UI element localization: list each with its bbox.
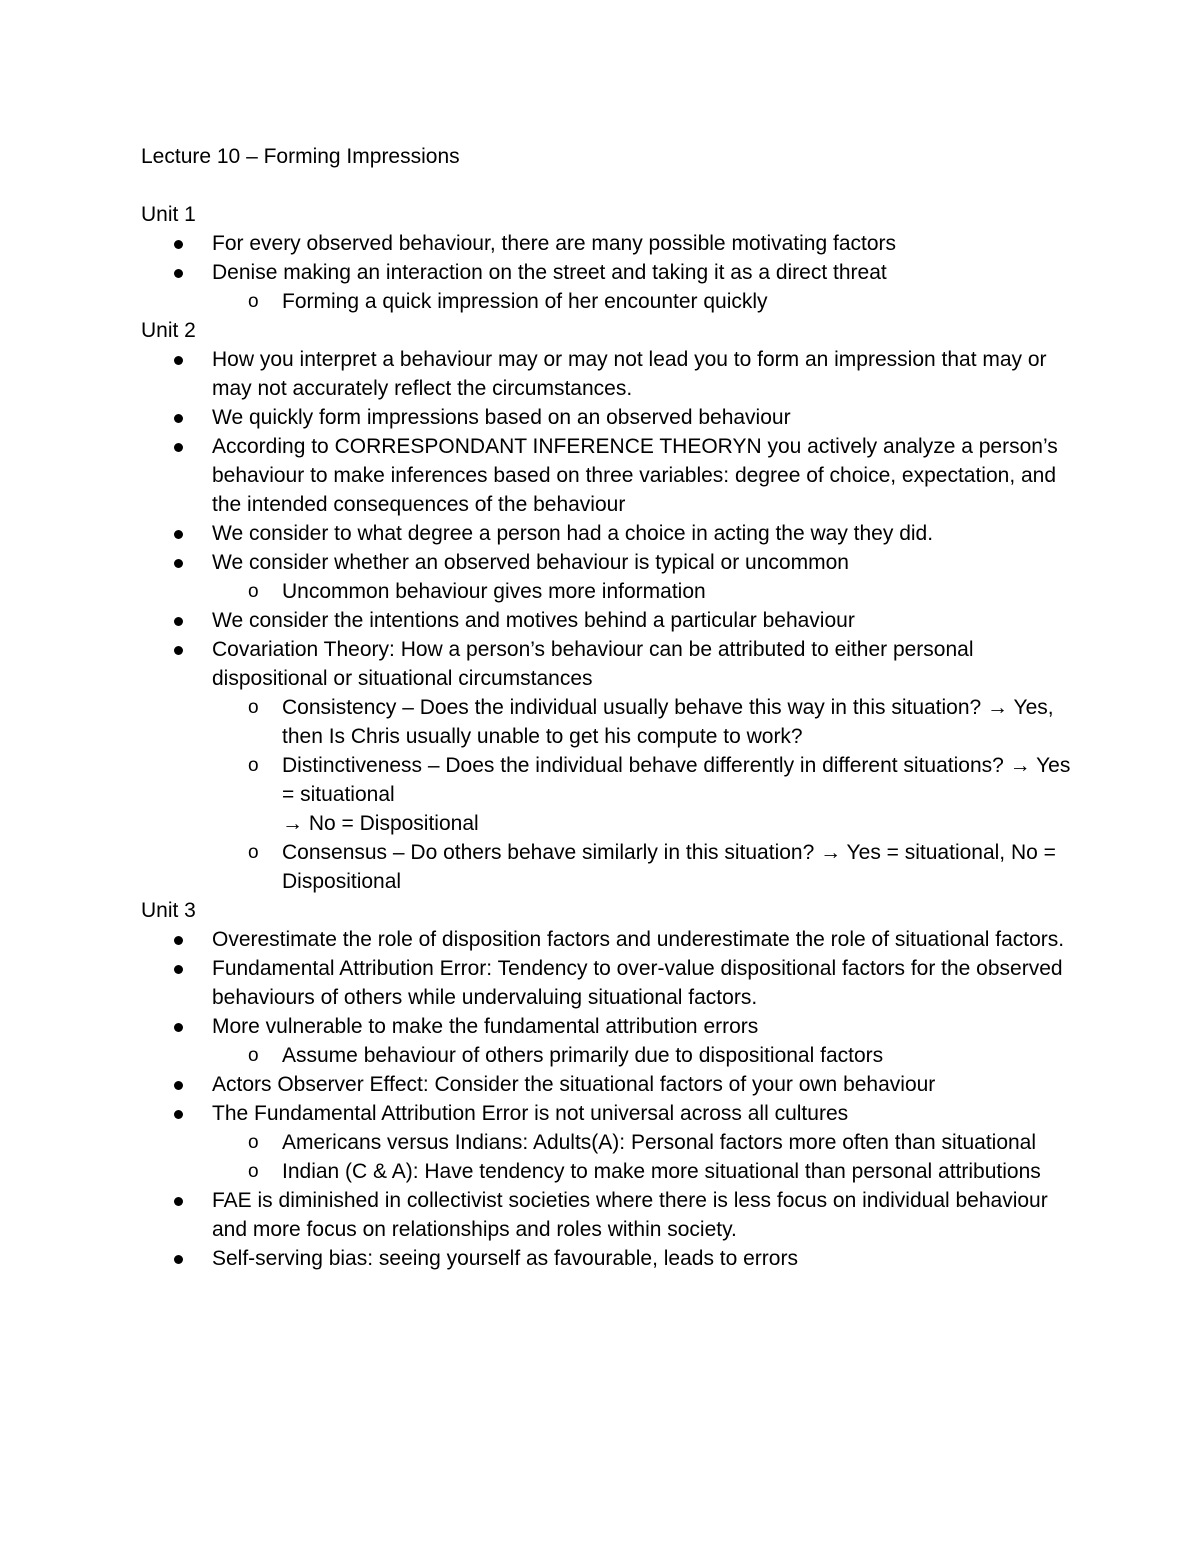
- bullet-icon: [174, 1081, 183, 1090]
- list-item: [141, 1012, 1071, 1070]
- sub-list-item-text: Consistency – Does the individual usually behave this way in this situation? → Yes, then Is Chris usually unable to get his compute to work?: [282, 696, 1054, 748]
- bullet-icon: [174, 240, 183, 249]
- bullet-list: [141, 925, 1071, 1273]
- circle-bullet-icon: o: [248, 1132, 259, 1153]
- list-item: [141, 1099, 1071, 1186]
- sub-list-item: [141, 1128, 1071, 1157]
- list-item: [141, 432, 1071, 519]
- list-item-text: FAE is diminished in collectivist societies where there is less focus on individual behaviour and more focus on relationships and roles within society.: [212, 1189, 1048, 1241]
- unit-heading: Unit 2: [141, 319, 196, 342]
- list-item: [141, 954, 1071, 1012]
- list-item-text: We consider the intentions and motives behind a particular behaviour: [212, 609, 855, 632]
- bullet-icon: [174, 936, 183, 945]
- list-item: [141, 1070, 1071, 1099]
- sub-list-item-text: Uncommon behaviour gives more information: [282, 580, 706, 603]
- list-item: [141, 345, 1071, 403]
- list-item-text: Overestimate the role of disposition factors and underestimate the role of situational factors.: [212, 928, 1065, 951]
- list-item-text: More vulnerable to make the fundamental attribution errors: [212, 1015, 759, 1038]
- sub-list-item-text: Consensus – Do others behave similarly in this situation? → Yes = situational, No = Dispositional: [282, 841, 1056, 893]
- circle-bullet-icon: o: [248, 1045, 259, 1066]
- list-item-text: The Fundamental Attribution Error is not universal across all cultures: [212, 1102, 849, 1125]
- circle-bullet-icon: o: [248, 755, 259, 776]
- document-body: [141, 142, 1071, 1273]
- sub-list-item-text: Distinctiveness – Does the individual behave differently in different situations? → Yes = situational: [282, 754, 1071, 806]
- page-title: Lecture 10 – Forming Impressions: [141, 145, 460, 168]
- sub-list-item-text: Americans versus Indians: Adults(A): Personal factors more often than situational: [282, 1131, 1037, 1154]
- list-item-text: According to CORRESPONDANT INFERENCE THEORYN you actively analyze a person’s behaviour to make inferences based on three variables: degree of choice, expectation, and the intended consequences of the behaviour: [212, 435, 1058, 516]
- list-item: [141, 606, 1071, 635]
- sub-list: [212, 577, 1071, 606]
- sub-list-item-text: Indian (C & A): Have tendency to make more situational than personal attributions: [282, 1160, 1041, 1183]
- list-item: [141, 1186, 1071, 1244]
- sub-list-item: [141, 1041, 1071, 1070]
- bullet-list: [141, 229, 1071, 316]
- bullet-icon: [174, 1255, 183, 1264]
- bullet-icon: [174, 356, 183, 365]
- list-item-text: Denise making an interaction on the street and taking it as a direct threat: [212, 261, 887, 284]
- bullet-icon: [174, 269, 183, 278]
- sub-list-item: [141, 577, 1071, 606]
- sub-list-item: [141, 1157, 1071, 1186]
- bullet-icon: [174, 646, 183, 655]
- list-item-text: Actors Observer Effect: Consider the situational factors of your own behaviour: [212, 1073, 936, 1096]
- sub-list-item: [141, 751, 1071, 838]
- list-item-text: Covariation Theory: How a person’s behaviour can be attributed to either personal dispositional or situational circumstances: [212, 638, 974, 690]
- bullet-icon: [174, 443, 183, 452]
- bullet-icon: [174, 1110, 183, 1119]
- list-item-text: We consider whether an observed behaviour is typical or uncommon: [212, 551, 849, 574]
- bullet-icon: [174, 965, 183, 974]
- sub-list: [212, 287, 1071, 316]
- sub-list-item: [141, 287, 1071, 316]
- list-item: [141, 635, 1071, 896]
- list-item: [141, 519, 1071, 548]
- sub-list-item: [141, 693, 1071, 751]
- list-item: [141, 1244, 1071, 1273]
- sub-list: [212, 1128, 1071, 1186]
- list-item-text: Self-serving bias: seeing yourself as favourable, leads to errors: [212, 1247, 798, 1270]
- list-item: [141, 258, 1071, 316]
- sub-list-item-text: Assume behaviour of others primarily due to dispositional factors: [282, 1044, 884, 1067]
- bullet-icon: [174, 1023, 183, 1032]
- units-container: [141, 200, 1071, 1273]
- circle-bullet-icon: o: [248, 291, 259, 312]
- list-item: [141, 403, 1071, 432]
- circle-bullet-icon: o: [248, 581, 259, 602]
- sub-list: [212, 693, 1071, 896]
- bullet-icon: [174, 530, 183, 539]
- list-item: [141, 925, 1071, 954]
- list-item: [141, 229, 1071, 258]
- bullet-list: [141, 345, 1071, 896]
- sub-list: [212, 1041, 1071, 1070]
- bullet-icon: [174, 559, 183, 568]
- list-item-text: We consider to what degree a person had a choice in acting the way they did.: [212, 522, 934, 545]
- sub-list-item-extra-text: → No = Dispositional: [282, 812, 479, 835]
- list-item-text: Fundamental Attribution Error: Tendency to over-value dispositional factors for the observed behaviours of others while undervaluing situational factors.: [212, 957, 1063, 1009]
- bullet-icon: [174, 1197, 183, 1206]
- list-item-text: We quickly form impressions based on an observed behaviour: [212, 406, 791, 429]
- sub-list-item: [141, 838, 1071, 896]
- list-item-text: For every observed behaviour, there are many possible motivating factors: [212, 232, 897, 255]
- bullet-icon: [174, 414, 183, 423]
- unit-heading: Unit 3: [141, 899, 196, 922]
- list-item: [141, 548, 1071, 606]
- circle-bullet-icon: o: [248, 842, 259, 863]
- circle-bullet-icon: o: [248, 1161, 259, 1182]
- bullet-icon: [174, 617, 183, 626]
- unit-heading: Unit 1: [141, 203, 196, 226]
- sub-list-item-text: Forming a quick impression of her encounter quickly: [282, 290, 768, 313]
- circle-bullet-icon: o: [248, 697, 259, 718]
- list-item-text: How you interpret a behaviour may or may not lead you to form an impression that may or may not accurately reflect the circumstances.: [212, 348, 1047, 400]
- spacer: [141, 171, 1071, 200]
